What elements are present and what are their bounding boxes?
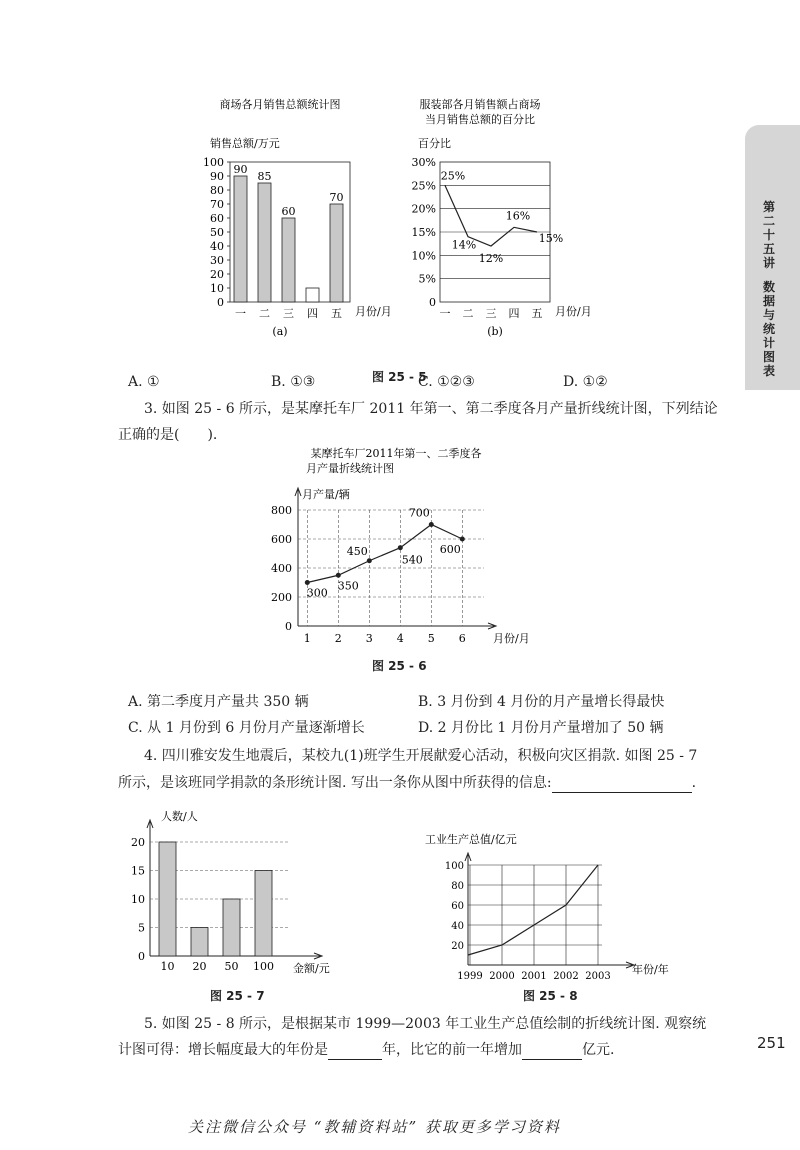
fig-25-6-xlabel: 月份/月 (493, 632, 530, 645)
chart-b-ytick-label: 5% (418, 272, 436, 286)
chart-b-x-tick-label: 一 (439, 307, 451, 320)
q5-line2-b: 年，比它的前一年增加 (382, 1042, 522, 1058)
chart-a-x-tick-label: 四 (307, 307, 318, 320)
fig-25-6-point (398, 545, 403, 550)
chart-b-ytick-label: 10% (411, 249, 436, 263)
chart-b-sublabel: (b) (487, 325, 503, 338)
q3-option-a: A. 第二季度月产量共 350 辆 (128, 694, 309, 710)
fig-25-7-bar (223, 899, 240, 956)
fig-25-6-xtick-label: 1 (303, 632, 311, 645)
fig-25-6-ytick-label: 800 (271, 504, 292, 517)
fig-25-8-xtick-label: 1999 (457, 971, 483, 980)
chart-b-x-tick-label: 三 (485, 307, 497, 320)
chart-a-ytick-label: 50 (210, 226, 224, 239)
chart-b-data-label: 14% (451, 238, 477, 252)
fig-25-6-ytick-label: 600 (271, 533, 292, 546)
chart-a-x-tick-label: 三 (283, 307, 294, 320)
chart-a-ytick-label: 30 (210, 254, 224, 267)
fig-25-8-xtick-label: 2001 (521, 971, 547, 980)
lecture-label: 第二十五讲 (762, 200, 775, 270)
fig-25-8-ytick-label: 80 (451, 881, 464, 892)
fig-25-6-data-label: 300 (306, 586, 328, 600)
footer-note: 关注微信公众号 “教辅资料站” 获取更多学习资料 (188, 1118, 561, 1136)
fig-25-6-xtick-label: 2 (334, 632, 342, 645)
fig-25-7-ytick-label: 5 (138, 921, 145, 935)
q2-option-c: C. ①②③ (418, 374, 475, 390)
chart-b-ytick-label: 15% (411, 226, 436, 239)
q5-amount-blank[interactable] (522, 1043, 582, 1060)
fig-25-6-title-line2: 月产量折线统计图 (306, 462, 394, 475)
chart-b-ylabel: 百分比 (418, 137, 451, 150)
chart-b-xlabel: 月份/月 (555, 305, 592, 318)
fig-25-6-data-label: 350 (337, 579, 359, 593)
chart-a-bar (282, 218, 295, 302)
fig-25-7-xtick-label: 100 (253, 960, 274, 973)
q3-option-d: D. 2 月份比 1 月份月产量增加了 50 辆 (418, 720, 664, 736)
q3-line2: 正确的是( ). (118, 427, 218, 443)
chart-b-ytick-label: 30% (411, 156, 436, 169)
fig-25-6-point (336, 573, 341, 578)
chapter-tab-label (760, 200, 778, 378)
q2-option-d: D. ①② (563, 374, 608, 390)
chart-a-bar (258, 183, 271, 302)
figure-25-5-caption: 图 25 - 5 (372, 370, 427, 384)
fig-25-7-xtick-label: 20 (192, 960, 207, 973)
fig-25-6-data-label: 700 (408, 506, 430, 520)
q2-option-b: B. ①③ (271, 374, 316, 390)
fig-25-7-ylabel: 人数/人 (161, 810, 198, 823)
chart-a-bar (330, 204, 343, 302)
fig-25-8-series-line (468, 865, 598, 955)
chart-a-ytick-label: 80 (210, 184, 224, 197)
chart-b-ytick-label: 25% (411, 179, 436, 193)
q3-line1: 3. 如图 25 - 6 所示，是某摩托车厂 2011 年第一、第二季度各月产量折线统计图，下列结论 (144, 401, 718, 417)
chart-a-ytick-label: 20 (210, 268, 224, 281)
fig-25-6-data-label: 450 (346, 544, 368, 558)
fig-25-6-point (460, 537, 465, 542)
fig-25-7-bar (191, 928, 208, 957)
q5-line1: 5. 如图 25 - 8 所示，是根据某市 1999—2003 年工业生产总值绘制的折线统计图. 观察统 (144, 1016, 707, 1032)
chart-a-bar (306, 288, 319, 302)
fig-25-8-xlabel: 年份/年 (632, 963, 669, 976)
q5-line2-a: 计图可得：增长幅度最大的年份是 (118, 1042, 328, 1058)
fig-25-6-data-label: 600 (439, 543, 461, 556)
fig-25-6-point (305, 580, 310, 585)
fig-25-6-xtick-label: 4 (396, 632, 404, 645)
fig-25-7-xlabel: 金额/元 (293, 962, 330, 975)
chart-a-ytick-label: 40 (210, 240, 224, 253)
chart-a-x-tick-label: 二 (259, 307, 270, 320)
figure-25-7 (115, 800, 375, 980)
figure-25-8 (420, 825, 690, 980)
fig-25-7-ytick-label: 0 (138, 950, 145, 963)
fig-25-8-ylabel: 工业生产总值/亿元 (425, 833, 517, 846)
chart-a-ytick-label: 60 (210, 212, 224, 225)
chart-b-data-label: 25% (440, 169, 466, 183)
fig-25-6-ytick-label: 0 (285, 620, 292, 633)
fig-25-6-ylabel: 月产量/辆 (302, 488, 350, 501)
fig-25-7-bar (255, 871, 272, 957)
fig-25-6-xtick-label: 5 (427, 632, 435, 645)
fig-25-8-ytick-label: 20 (451, 941, 464, 952)
chart-b-x-tick-label: 四 (508, 307, 520, 320)
q4-line1: 4. 四川雅安发生地震后，某校九(1)班学生开展献爱心活动，积极向灾区捐款. 如图 25 - 7 (144, 748, 698, 764)
fig-25-7-xtick-label: 50 (224, 960, 239, 973)
fig-25-8-xtick-label: 2000 (489, 971, 515, 980)
fig-25-6-data-label: 540 (401, 553, 423, 567)
q4-line2-wrap (118, 773, 696, 793)
chart-b-data-label: 16% (505, 209, 531, 223)
q5-line2 (118, 1040, 614, 1060)
figure-25-6 (250, 445, 550, 660)
chart-a-ytick-label: 100 (203, 156, 224, 169)
chart-b-title-line2: 当月销售总额的百分比 (425, 113, 535, 126)
chart-b-data-label: 12% (478, 252, 504, 265)
fig-25-8-ytick-label: 40 (451, 921, 464, 932)
fig-25-6-point (429, 522, 434, 527)
chart-a-x-tick-label: 一 (235, 307, 246, 320)
chart-a-data-label: 60 (281, 205, 296, 218)
fig-25-6-ytick-label: 400 (271, 562, 292, 575)
chart-a-data-label: 90 (233, 163, 248, 176)
fig-25-8-xtick-label: 2003 (585, 971, 611, 980)
chart-a-ytick-label: 0 (217, 296, 224, 309)
chart-a-data-label: 85 (257, 170, 272, 183)
q5-year-blank[interactable] (328, 1043, 382, 1060)
topic-label: 数据与统计图表 (762, 280, 775, 378)
fig-25-6-xtick-label: 3 (365, 632, 373, 645)
q3-option-c: C. 从 1 月份到 6 月份月产量逐渐增长 (128, 720, 365, 736)
fig-25-8-xtick-label: 2002 (553, 971, 579, 980)
q4-answer-blank[interactable] (552, 776, 692, 793)
figure-25-8-caption: 图 25 - 8 (523, 989, 578, 1003)
fig-25-6-ytick-label: 200 (271, 591, 292, 604)
fig-25-6-point (367, 558, 372, 563)
fig-25-7-ytick-label: 20 (131, 836, 145, 849)
q5-line2-c: 亿元. (582, 1042, 615, 1058)
chart-a-bar (234, 176, 247, 302)
q2-option-a: A. ① (128, 374, 160, 390)
chart-a-ytick-label: 70 (210, 198, 224, 211)
fig-25-7-bar (159, 842, 176, 956)
chart-a-ylabel: 销售总额/万元 (210, 137, 280, 150)
fig-25-8-ytick-label: 60 (451, 901, 464, 912)
chart-a-sublabel: (a) (272, 325, 288, 338)
chart-b-x-tick-label: 二 (462, 307, 474, 320)
chart-a-x-tick-label: 五 (331, 307, 342, 320)
chart-a-xlabel: 月份/月 (355, 305, 392, 318)
chart-b-x-tick-label: 五 (531, 307, 543, 320)
fig-25-7-ytick-label: 15 (131, 864, 145, 878)
q4-line2-end: . (691, 775, 697, 791)
chart-b-ytick-label: 20% (411, 202, 436, 216)
figure-25-6-caption: 图 25 - 6 (372, 659, 427, 673)
fig-25-7-ytick-label: 10 (131, 893, 145, 906)
fig-25-6-xtick-label: 6 (458, 632, 466, 645)
chart-b-data-label: 15% (538, 232, 564, 245)
fig-25-7-xtick-label: 10 (160, 960, 175, 973)
fig-25-8-ytick-label: 100 (444, 861, 464, 872)
q4-line2: 所示，是该班同学捐款的条形统计图. 写出一条你从图中所获得的信息: (118, 775, 552, 791)
figure-25-7-caption: 图 25 - 7 (210, 989, 265, 1003)
q3-option-b: B. 3 月份到 4 月份的月产量增长得最快 (418, 694, 665, 710)
chart-a-ytick-label: 10 (210, 282, 224, 295)
page-number: 251 (757, 1034, 786, 1052)
chart-a-ytick-label: 90 (210, 170, 224, 183)
chart-a-title: 商场各月销售总额统计图 (219, 98, 341, 111)
chart-a-data-label: 70 (329, 191, 344, 204)
chart-b-ytick-label: 0 (429, 296, 436, 309)
fig-25-6-title-line1: 某摩托车厂2011年第一、二季度各 (310, 447, 482, 460)
figure-25-5 (190, 90, 610, 355)
chart-b-title-line1: 服装部各月销售额占商场 (419, 98, 541, 111)
